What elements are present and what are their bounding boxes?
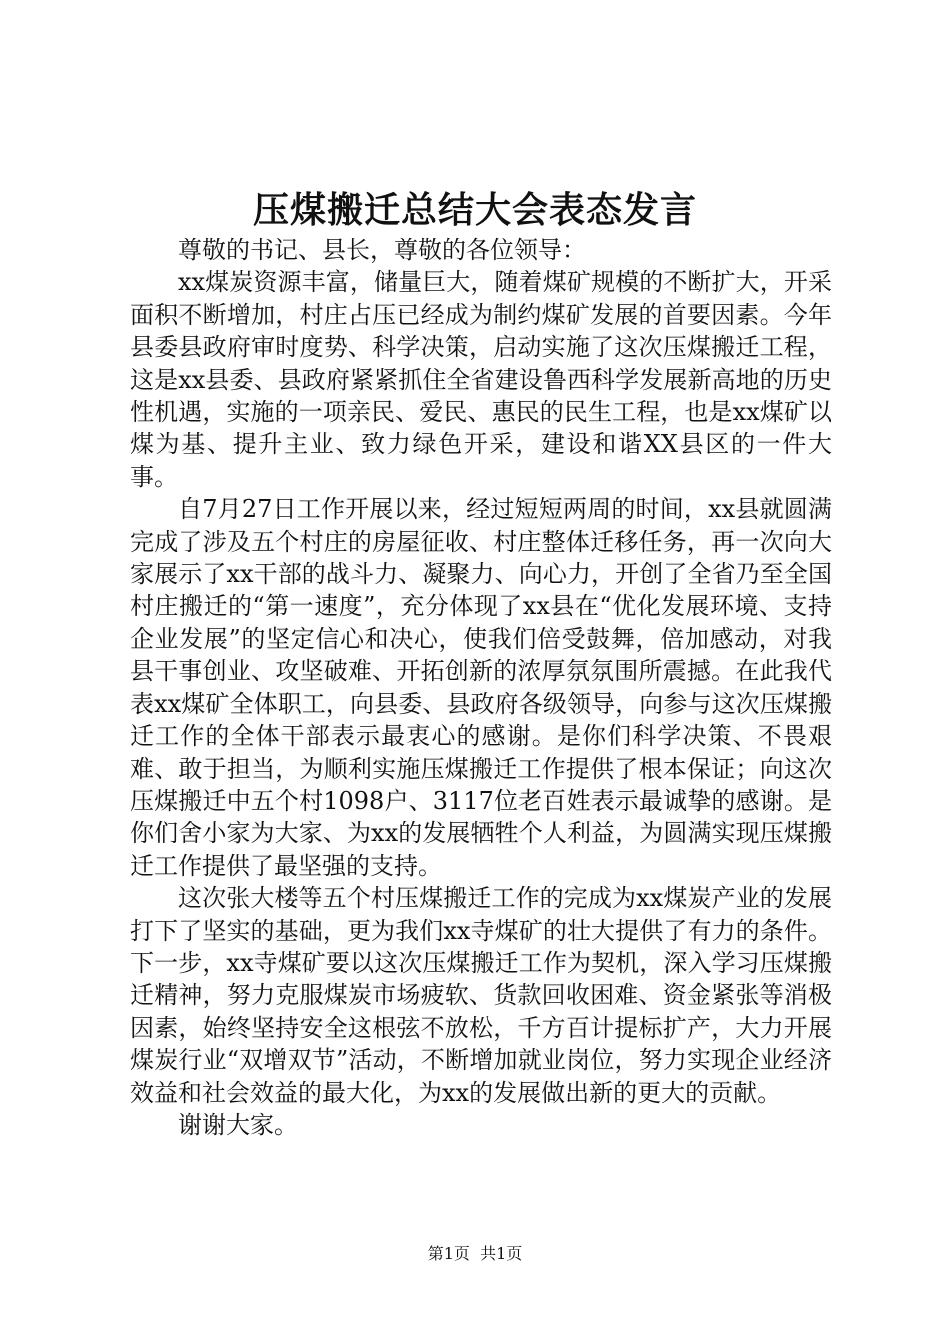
page-number: 第1页 共1页 [427,1244,523,1263]
closing-paragraph: 谢谢大家。 [178,1110,298,1139]
document-title: 压煤搬迁总结大会表态发言 [252,189,697,231]
document-body [130,234,832,1141]
body-paragraph-3: 这次张大楼等五个村压煤搬迁工作的完成为xx煤炭产业的发展打下了坚实的基础，更为我们xx寺煤矿的壮大提供了有力的条件。下一步，xx寺煤矿要以这次压煤搬迁工作为契机，深入学习压煤搬迁精神，努力克服煤炭市场疲软、货款回收困难、资金紧张等消极因素，始终坚持安全这根弦不放松，千方百计提标扩产，大力开展煤炭行业“双增双节”活动，不断增加就业岗位，努力实现企业经济效益和社会效益的最大化，为xx的发展做出新的更大的贡献。 [130,884,832,1107]
salutation-paragraph: 尊敬的书记、县长，尊敬的各位领导： [178,236,586,264]
body-paragraph-1: xx煤炭资源丰富，储量巨大，随着煤矿规模的不断扩大，开采面积不断增加，村庄占压已经成为制约煤矿发展的首要因素。今年县委县政府审时度势、科学决策，启动实施了这次压煤搬迁工程，这是xx县委、县政府紧紧抓住全省建设鲁西科学发展新高地的历史性机遇，实施的一项亲民、爱民、惠民的民生工程，也是xx煤矿以煤为基、提升主业、致力绿色开采，建设和谐XX县区的一件大事。 [130,268,832,491]
body-paragraph-2: 自7月27日工作开展以来，经过短短两周的时间，xx县就圆满完成了涉及五个村庄的房屋征收、村庄整体迁移任务，再一次向大家展示了xx干部的战斗力、凝聚力、向心力，开创了全省乃至全国村庄搬迁的“第一速度”，充分体现了xx县在“优化发展环境、支持企业发展”的坚定信心和决心，使我们倍受鼓舞，倍加感动，对我县干事创业、攻坚破难、开拓创新的浓厚氛氛围所震撼。在此我代表xx煤矿全体职工，向县委、县政府各级领导，向参与这次压煤搬迁工作的全体干部表示最衷心的感谢。是你们科学决策、不畏艰难、敢于担当，为顺利实施压煤搬迁工作提供了根本保证；向这次压煤搬迁中五个村1098户、3117位老百姓表示最诚挚的感谢。是你们舍小家为大家、为xx的发展牺牲个人利益，为圆满实现压煤搬迁工作提供了最坚强的支持。 [130,495,832,880]
page-footer [0,1242,950,1266]
